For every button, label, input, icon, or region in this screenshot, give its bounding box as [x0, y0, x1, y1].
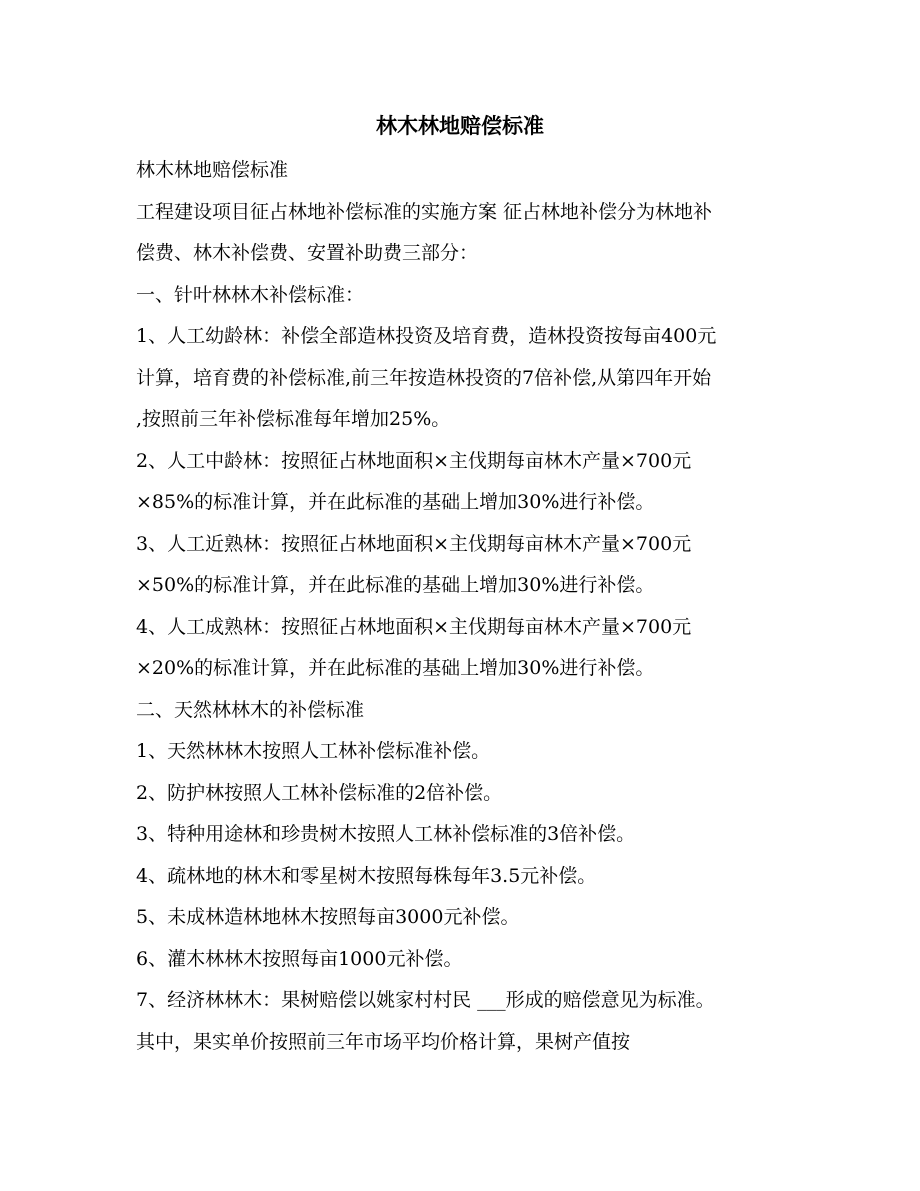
- body-line: ,按照前三年补偿标准每年增加25%。: [136, 408, 451, 430]
- body-line: 6、灌木林林木按照每亩1000元补偿。: [136, 947, 463, 970]
- section-heading: 一、针叶林林木补偿标准：: [136, 283, 365, 306]
- body-line: 其中，果实单价按照前三年市场平均价格计算，果树产值按: [136, 1030, 631, 1053]
- document-title: 林木林地赔偿标准: [376, 114, 544, 138]
- body-line: 7、经济林林木：果树赔偿以姚家村村民 ___形成的赔偿意见为标准。: [136, 989, 715, 1011]
- body-line: 1、天然林林木按照人工林补偿标准补偿。: [136, 740, 491, 762]
- body-line: 2、防护林按照人工林补偿标准的2倍补偿。: [136, 781, 503, 804]
- body-line: 工程建设项目征占林地补偿标准的实施方案 征占林地补偿分为林地补: [136, 200, 713, 223]
- body-line: 偿费、林木补偿费、安置补助费三部分：: [136, 242, 479, 264]
- body-line: 4、疏林地的林木和零星树木按照每株每年3.5元补偿。: [136, 864, 597, 887]
- body-line: 计算，培育费的补偿标准,前三年按造林投资的7倍补偿,从第四年开始: [136, 366, 712, 389]
- body-line: 林木林地赔偿标准: [136, 159, 289, 181]
- body-line: 3、特种用途林和珍贵树木按照人工林补偿标准的3倍补偿。: [136, 823, 636, 845]
- body-line: ×50%的标准计算，并在此标准的基础上增加30%进行补偿。: [136, 574, 655, 596]
- section-heading: 二、天然林林木的补偿标准: [136, 698, 365, 721]
- body-line: 5、未成林造林地林木按照每亩3000元补偿。: [136, 906, 520, 928]
- body-line: ×20%的标准计算，并在此标准的基础上增加30%进行补偿。: [136, 657, 655, 679]
- body-line: ×85%的标准计算，并在此标准的基础上增加30%进行补偿。: [136, 491, 655, 513]
- body-line: 2、人工中龄林：按照征占林地面积×主伐期每亩林木产量×700元: [136, 449, 692, 472]
- body-line: 1、人工幼龄林：补偿全部造林投资及培育费，造林投资按每亩400元: [136, 325, 717, 347]
- body-line: 3、人工近熟林：按照征占林地面积×主伐期每亩林木产量×700元: [136, 532, 692, 555]
- body-line: 4、人工成熟林：按照征占林地面积×主伐期每亩林木产量×700元: [136, 615, 692, 638]
- document-body: [136, 150, 786, 1063]
